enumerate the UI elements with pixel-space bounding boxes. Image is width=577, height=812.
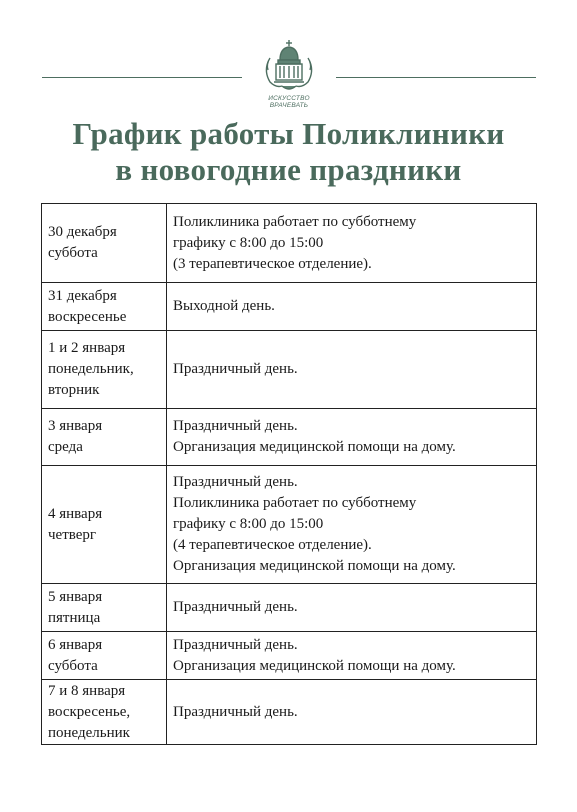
description-cell <box>167 466 537 584</box>
table-row <box>42 283 537 331</box>
description-line: Праздничный день. <box>173 418 298 434</box>
description-line: Организация медицинской помощи на дому. <box>173 657 456 674</box>
description-line: Праздничный день. <box>173 474 298 490</box>
description-line: Поликлиника работает по субботнему <box>173 495 417 511</box>
logo-line-1: ИСКУССТВО <box>268 95 310 102</box>
description-line: Праздничный день. <box>173 361 298 377</box>
building-dome-icon <box>262 38 316 94</box>
date-line: 30 декабря <box>48 224 117 240</box>
date-line: пятница <box>48 609 101 626</box>
table-row <box>42 331 537 409</box>
date-cell <box>42 680 167 745</box>
description-line: Праздничный день. <box>173 636 298 653</box>
table-row <box>42 466 537 584</box>
description-line: Организация медицинской помощи на дому. <box>173 558 456 574</box>
page-title <box>0 116 577 188</box>
description-line: Поликлиника работает по субботнему <box>173 213 417 230</box>
date-line: 3 января <box>48 418 103 434</box>
date-line: 6 января <box>48 636 103 653</box>
table-row <box>42 409 537 466</box>
logo-text <box>257 95 321 109</box>
date-line: понедельник <box>48 724 130 741</box>
date-line: воскресенье, <box>48 703 131 720</box>
description-cell <box>167 283 537 331</box>
description-line: Выходной день. <box>173 298 275 314</box>
date-cell <box>42 584 167 632</box>
description-line: (3 терапевтическое отделение). <box>173 255 372 272</box>
date-line: 4 января <box>48 505 103 522</box>
date-line: вторник <box>48 382 100 398</box>
logo-line-2: ВРАЧЕВАТЬ <box>269 102 309 109</box>
date-line: 7 и 8 января <box>48 682 126 699</box>
date-line: воскресенье <box>48 308 127 325</box>
table-row <box>42 584 537 632</box>
description-line: (4 терапевтическое отделение). <box>173 537 372 553</box>
table-row <box>42 680 537 745</box>
divider-right <box>336 77 536 78</box>
clinic-logo <box>257 38 321 110</box>
description-line: графику с 8:00 до 15:00 <box>173 516 324 532</box>
description-line: Праздничный день. <box>173 599 298 615</box>
description-cell <box>167 680 537 745</box>
date-cell <box>42 204 167 283</box>
date-line: 1 и 2 января <box>48 340 126 356</box>
date-line: 5 января <box>48 588 103 605</box>
table-row <box>42 204 537 283</box>
description-line: Праздничный день. <box>173 703 298 720</box>
date-cell <box>42 331 167 409</box>
date-line: суббота <box>48 245 98 261</box>
description-cell <box>167 632 537 680</box>
schedule-body <box>42 204 537 745</box>
date-line: 31 декабря <box>48 287 117 304</box>
date-cell <box>42 283 167 331</box>
header <box>0 0 577 110</box>
divider-left <box>42 77 242 78</box>
date-line: четверг <box>48 526 97 543</box>
description-cell <box>167 331 537 409</box>
date-line: среда <box>48 439 83 455</box>
description-cell <box>167 204 537 283</box>
description-line: Организация медицинской помощи на дому. <box>173 439 456 455</box>
description-cell <box>167 409 537 466</box>
date-line: суббота <box>48 657 98 674</box>
date-cell <box>42 409 167 466</box>
schedule-table <box>41 203 537 745</box>
date-cell <box>42 466 167 584</box>
description-line: графику с 8:00 до 15:00 <box>173 234 324 251</box>
title-line-2: в новогодние праздники <box>115 152 462 187</box>
table-row <box>42 632 537 680</box>
description-cell <box>167 584 537 632</box>
date-line: понедельник, <box>48 361 134 377</box>
date-cell <box>42 632 167 680</box>
title-line-1: График работы Поликлиники <box>72 116 505 151</box>
